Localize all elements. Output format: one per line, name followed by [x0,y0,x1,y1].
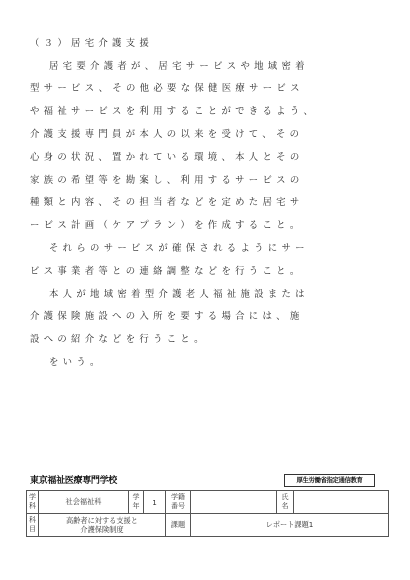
text-line: 設への紹介などを行うこと。 [30,334,208,345]
name-label-2: 名 [281,502,289,510]
text-line: や福祉サービスを利用することができるよう、 [30,106,318,117]
section-heading: （３）居宅介護支援 [30,38,154,49]
subject-label-1: 科 [29,516,36,524]
department-value: 社会福祉科 [39,491,129,514]
name-label-1: 氏 [281,493,289,501]
text-line: 本人が地域密着型介護老人福祉施設または [49,289,309,300]
student-id-label-2: 番号 [171,502,185,510]
text-line: 介護支援専門員が本人の以来を受けて、その [30,129,304,140]
text-line: 居宅要介護者が、居宅サービスや地域密着 [49,61,309,72]
text-line: ビス事業者等との連絡調整などを行うこと。 [30,266,304,277]
year-value: 1 [144,491,166,514]
student-id-label-cell [166,491,191,514]
text-line: 介護保険施設への入所を要する場合には、施 [30,311,304,322]
student-id-label-1: 学籍 [171,493,185,501]
department-label-2: 科 [29,502,36,510]
topic-label: 課題 [166,514,191,537]
topic-value: レポート課題1 [191,514,389,537]
department-label-cell [27,491,39,514]
subject-value-line-2: 介護保険制度 [80,525,124,534]
text-line: 心身の状況、置かれている環境、本人とその [30,152,304,163]
text-line: それらのサービスが確保されるようにサー [49,243,309,254]
name-label-cell [277,491,294,514]
form-row-subject [27,514,389,537]
text-line: 種類と内容、その担当者などを定めた居宅サ [30,197,304,208]
year-label-1: 学 [132,493,140,501]
school-name: 東京福祉医療専門学校 [30,476,118,486]
department-label-1: 学 [29,493,36,501]
subject-value-line-1: 高齢者に対する支援と [66,516,138,525]
name-value [294,491,389,514]
year-label-2: 年 [132,502,140,510]
subject-label-2: 目 [29,525,36,533]
report-form-table [26,490,389,537]
text-line: ービス計画（ケアプラン）を作成すること。 [30,220,304,231]
year-label-cell [129,491,144,514]
accreditation-stamp: 厚生労働省指定通信教育 [284,474,375,487]
subject-value-cell [39,514,166,537]
student-id-value [191,491,277,514]
subject-label-cell [27,514,39,537]
text-line: 型サービス、その他必要な保健医療サービス [30,83,304,94]
form-row-student [27,491,389,514]
text-line: をいう。 [49,357,104,368]
text-line: 家族の希望等を勘案し、利用するサービスの [30,175,304,186]
